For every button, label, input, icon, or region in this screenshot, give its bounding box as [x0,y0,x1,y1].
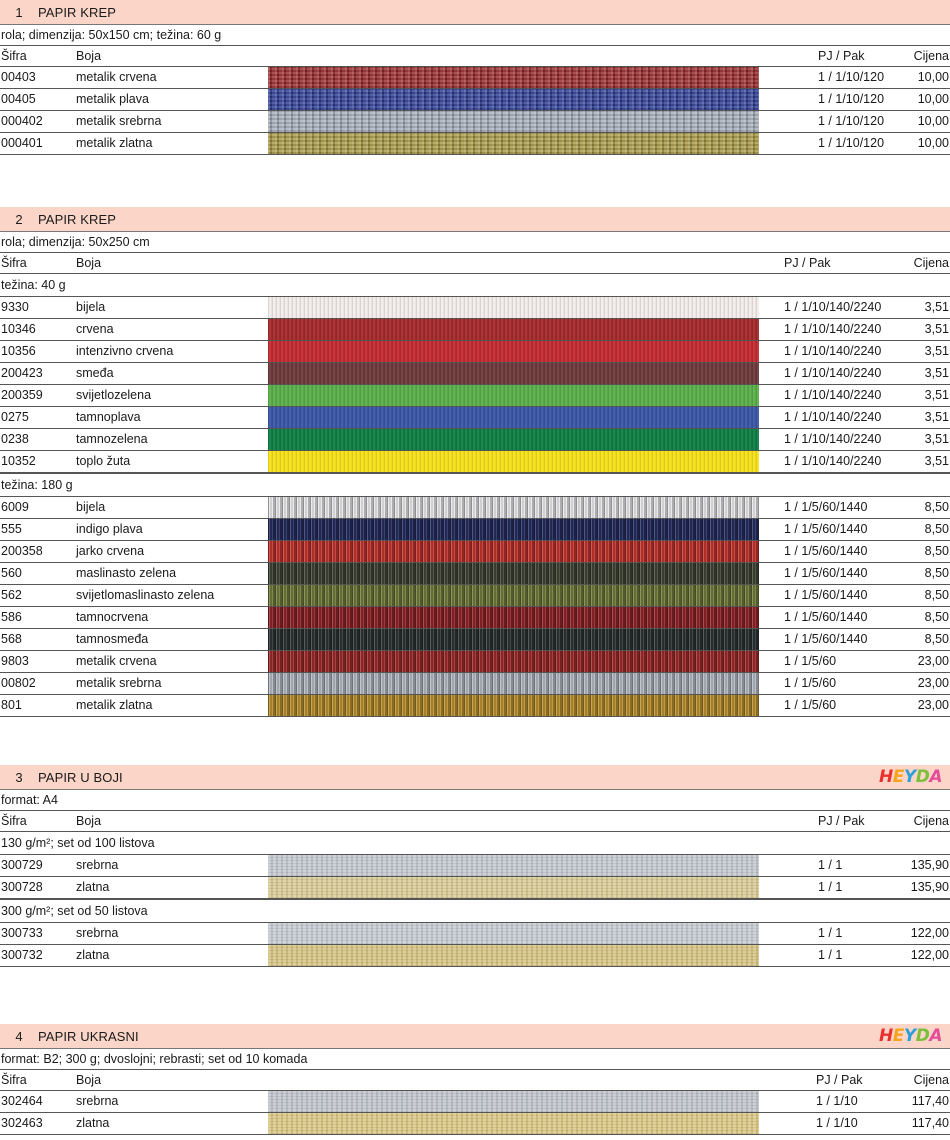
price: 8,50 [924,500,949,514]
table-row [0,672,950,694]
product-code: 200359 [1,388,43,402]
package-units: 1 / 1/10/140/2240 [784,344,882,358]
column-header-pak: PJ / Pak [818,49,865,63]
price: 23,00 [917,676,949,690]
price: 3,51 [924,344,949,358]
product-color: tamnocrvena [76,610,149,624]
section-number: 2 [15,211,23,227]
price: 122,00 [910,926,949,940]
price: 3,51 [924,388,949,402]
column-header-price: Cijena [913,49,949,63]
product-code: 300729 [1,858,43,872]
price: 3,51 [924,366,949,380]
package-units: 1 / 1/5/60 [784,654,837,668]
color-swatch [268,855,759,876]
product-color: smeđa [76,366,114,380]
package-units: 1 / 1/5/60/1440 [784,610,868,624]
section-header [0,0,950,25]
package-units: 1 / 1/5/60/1440 [784,588,868,602]
table-row [0,876,950,899]
product-color: crvena [76,322,114,336]
column-header-code: Šifra [1,49,27,63]
table-header [0,253,950,273]
table-row [0,340,950,362]
color-swatch [268,407,759,428]
column-header-code: Šifra [1,1073,27,1087]
price: 8,50 [924,588,949,602]
price: 23,00 [917,698,949,712]
section-description: rola; dimenzija: 50x250 cm [0,232,950,253]
group-label: težina: 180 g [0,473,950,496]
product-code: 10352 [1,454,36,468]
table-row [0,450,950,473]
color-swatch [268,297,759,318]
column-header-color: Boja [76,256,102,270]
product-code: 0238 [1,432,29,446]
brand-logo [879,767,942,787]
product-color: jarko crvena [76,544,145,558]
product-color: svijetlozelena [76,388,152,402]
product-color: svijetlomaslinasto zelena [76,588,215,602]
brand-logo-letter: E [892,1026,904,1046]
price: 3,51 [924,322,949,336]
product-color: bijela [76,500,106,514]
product-color: zlatna [76,948,110,962]
package-units: 1 / 1/5/60/1440 [784,500,868,514]
table-row [0,384,950,406]
price: 8,50 [924,610,949,624]
price: 3,51 [924,410,949,424]
product-code: 302463 [1,1116,43,1130]
product-code: 200358 [1,544,43,558]
product-code: 560 [1,566,22,580]
product-code: 300728 [1,880,43,894]
table-row [0,518,950,540]
color-swatch [268,519,759,540]
table-row [0,650,950,672]
column-header-pak: PJ / Pak [784,256,831,270]
table-row [0,66,950,88]
price: 135,90 [910,880,949,894]
product-code: 568 [1,632,22,646]
package-units: 1 / 1/10/120 [818,70,885,84]
group-label: težina: 40 g [0,273,950,296]
package-units: 1 / 1/10/120 [818,92,885,106]
color-swatch [268,945,759,966]
product-color: metalik plava [76,92,149,106]
brand-logo-letter: Y [903,1026,916,1046]
section-title: PAPIR KREP [38,4,117,20]
section-2 [0,207,950,717]
section-title: PAPIR U BOJI [38,769,123,785]
product-color: tamnoplava [76,410,141,424]
column-header-color: Boja [76,49,102,63]
color-swatch [268,1113,759,1134]
package-units: 1 / 1/5/60/1440 [784,632,868,646]
section-number: 4 [15,1028,23,1044]
price: 10,00 [917,114,949,128]
table-row [0,296,950,318]
product-code: 00405 [1,92,36,106]
price: 135,90 [910,858,949,872]
color-swatch [268,607,759,628]
price: 8,50 [924,544,949,558]
package-units: 1 / 1 [818,948,843,962]
section-header [0,765,950,790]
product-color: metalik crvena [76,654,157,668]
product-color: srebrna [76,858,119,872]
product-color: metalik crvena [76,70,157,84]
brand-logo-letter: E [892,767,904,787]
column-header-pak: PJ / Pak [816,1073,863,1087]
package-units: 1 / 1 [818,926,843,940]
brand-logo-letter: A [929,767,942,787]
section-description: format: B2; 300 g; dvoslojni; rebrasti; set od 10 komada [0,1049,950,1070]
product-code: 200423 [1,366,43,380]
price: 10,00 [917,136,949,150]
column-header-code: Šifra [1,814,27,828]
package-units: 1 / 1/10/140/2240 [784,454,882,468]
package-units: 1 / 1 [818,858,843,872]
price: 23,00 [917,654,949,668]
package-units: 1 / 1/10/120 [818,114,885,128]
color-swatch [268,585,759,606]
brand-logo-letter: A [929,1026,942,1046]
price: 117,40 [911,1116,949,1130]
table-row [0,944,950,967]
table-header [0,1070,950,1090]
group-label: 300 g/m²; set od 50 listova [0,899,950,922]
table-row [0,694,950,717]
brand-logo-letter: Y [903,767,916,787]
brand-logo-letter: H [879,767,893,787]
package-units: 1 / 1/5/60/1440 [784,544,868,558]
brand-logo-letter: D [915,767,930,787]
group-label: 130 g/m²; set od 100 listova [0,831,950,854]
color-swatch [268,319,759,340]
product-code: 00403 [1,70,36,84]
color-swatch [268,923,759,944]
column-header-pak: PJ / Pak [818,814,865,828]
color-swatch [268,563,759,584]
color-swatch [268,89,759,110]
table-row [0,628,950,650]
table-header [0,46,950,66]
table-row [0,88,950,110]
product-code: 9803 [1,654,29,668]
package-units: 1 / 1 [818,880,843,894]
product-color: metalik srebrna [76,114,162,128]
color-swatch [268,385,759,406]
color-swatch [268,111,759,132]
package-units: 1 / 1/5/60 [784,676,837,690]
column-header-price: Cijena [913,256,949,270]
color-swatch [268,651,759,672]
price: 117,40 [911,1094,949,1108]
product-code: 562 [1,588,22,602]
product-code: 555 [1,522,22,536]
section-title: PAPIR UKRASNI [38,1028,139,1044]
price: 122,00 [910,948,949,962]
price: 3,51 [924,454,949,468]
section-header [0,207,950,232]
table-header [0,811,950,831]
product-code: 801 [1,698,22,712]
color-swatch [268,629,759,650]
product-color: indigo plava [76,522,143,536]
package-units: 1 / 1/10/140/2240 [784,300,882,314]
package-units: 1 / 1/10/140/2240 [784,366,882,380]
section-number: 1 [15,4,23,20]
price: 10,00 [917,70,949,84]
package-units: 1 / 1/5/60/1440 [784,522,868,536]
product-code: 0275 [1,410,29,424]
product-color: tamnosmeđa [76,632,149,646]
package-units: 1 / 1/10/140/2240 [784,388,882,402]
table-row [0,406,950,428]
product-code: 6009 [1,500,29,514]
package-units: 1 / 1/10/140/2240 [784,322,882,336]
product-color: srebrna [76,1094,119,1108]
section-description: format: A4 [0,790,950,811]
table-row [0,1112,950,1135]
brand-logo-letter: H [879,1026,893,1046]
color-swatch [268,133,759,154]
package-units: 1 / 1/10/140/2240 [784,410,882,424]
color-swatch [268,363,759,384]
color-swatch [268,497,759,518]
price: 8,50 [924,522,949,536]
brand-logo-letter: D [915,1026,930,1046]
column-header-price: Cijena [913,1073,949,1087]
color-swatch [268,877,759,898]
package-units: 1 / 1/10 [816,1116,858,1130]
price: 3,51 [924,300,949,314]
product-code: 300732 [1,948,43,962]
table-row [0,540,950,562]
table-row [0,562,950,584]
product-color: tamnozelena [76,432,148,446]
table-row [0,110,950,132]
package-units: 1 / 1/5/60/1440 [784,566,868,580]
section-description: rola; dimenzija: 50x150 cm; težina: 60 g [0,25,950,46]
color-swatch [268,1091,759,1112]
section-title: PAPIR KREP [38,211,117,227]
section-3 [0,765,950,967]
table-row [0,922,950,944]
column-header-code: Šifra [1,256,27,270]
color-swatch [268,695,759,716]
color-swatch [268,429,759,450]
product-color: metalik zlatna [76,136,153,150]
product-code: 000401 [1,136,43,150]
product-color: intenzivno crvena [76,344,174,358]
price: 8,50 [924,632,949,646]
product-code: 302464 [1,1094,43,1108]
color-swatch [268,541,759,562]
column-header-price: Cijena [913,814,949,828]
table-row [0,584,950,606]
package-units: 1 / 1/10/140/2240 [784,432,882,446]
table-row [0,1090,950,1112]
section-number: 3 [15,769,23,785]
price: 3,51 [924,432,949,446]
product-color: metalik srebrna [76,676,162,690]
column-header-color: Boja [76,1073,102,1087]
price: 8,50 [924,566,949,580]
table-row [0,854,950,876]
color-swatch [268,341,759,362]
product-color: maslinasto zelena [76,566,177,580]
package-units: 1 / 1/5/60 [784,698,837,712]
color-swatch [268,451,759,472]
table-row [0,132,950,155]
product-code: 586 [1,610,22,624]
product-code: 000402 [1,114,43,128]
product-color: srebrna [76,926,119,940]
package-units: 1 / 1/10/120 [818,136,885,150]
product-color: zlatna [76,880,110,894]
color-swatch [268,67,759,88]
product-code: 10346 [1,322,36,336]
product-color: zlatna [76,1116,110,1130]
table-row [0,362,950,384]
section-header [0,1024,950,1049]
product-code: 300733 [1,926,43,940]
table-row [0,318,950,340]
price: 10,00 [917,92,949,106]
product-code: 9330 [1,300,29,314]
section-4 [0,1024,950,1135]
brand-logo [879,1026,942,1046]
color-swatch [268,673,759,694]
product-color: metalik zlatna [76,698,153,712]
product-color: bijela [76,300,106,314]
product-code: 10356 [1,344,36,358]
table-row [0,606,950,628]
table-row [0,496,950,518]
section-1 [0,0,950,155]
product-color: toplo žuta [76,454,131,468]
package-units: 1 / 1/10 [816,1094,858,1108]
product-code: 00802 [1,676,36,690]
table-row [0,428,950,450]
column-header-color: Boja [76,814,102,828]
